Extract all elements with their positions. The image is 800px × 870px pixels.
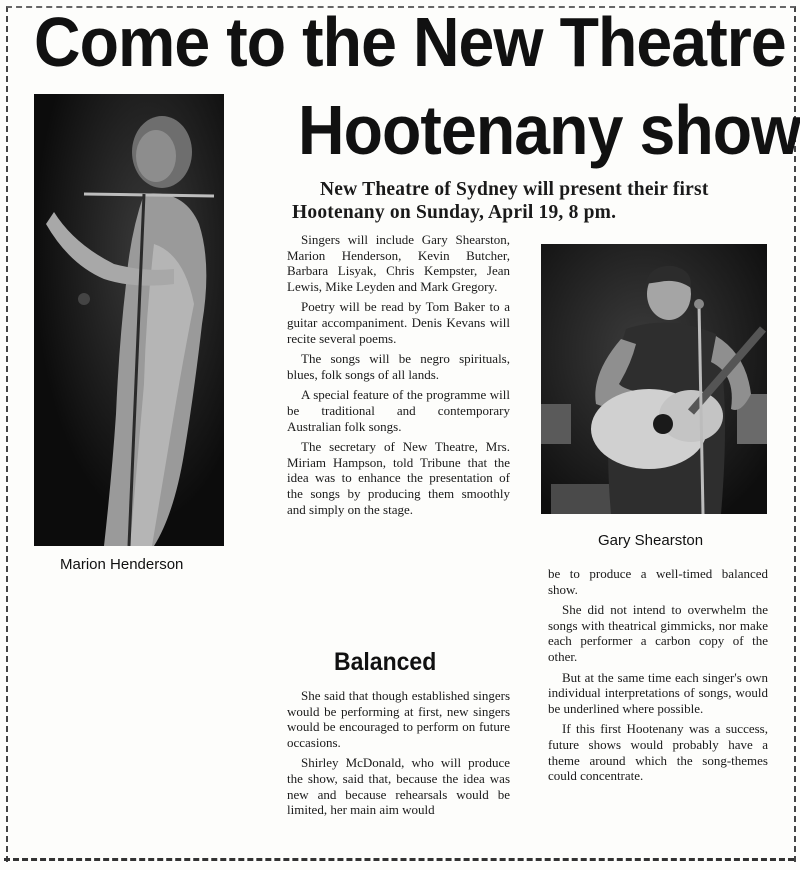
paragraph-shirley-mcdonald: Shirley McDonald, who will produce the show, said that, because the idea was new and because rehearsals would be limited, her main aim would	[287, 755, 510, 818]
subheading-balanced: Balanced	[334, 648, 437, 676]
paragraph-interpretations: But at the same time each singer's own individual interpretations of songs, would be underlined where possible.	[548, 669, 768, 716]
paragraph-singers: Singers will include Gary Shearston, Marion Henderson, Kevin Butcher, Barbara Lisyak, Chris Kempster, Jean Lewis, Mike Leyden and Mark Gregory.	[287, 232, 510, 294]
caption-marion-henderson: Marion Henderson	[60, 556, 184, 573]
paragraph-gimmicks: She did not intend to overwhelm the songs with theatrical gimmicks, nor make each performer a carbon copy of the other.	[548, 602, 768, 664]
paragraph-secretary: The secretary of New Theatre, Mrs. Miriam Hampson, told Tribune that the idea was to enhance the presentation of the songs by producing them smoothly and simply on the stage.	[287, 439, 510, 517]
photo-gary-shearston-illustration	[541, 244, 767, 514]
subheadline-line-1: New Theatre of Sydney will present their first	[320, 179, 709, 200]
headline-line-2: Hootenany show	[298, 91, 800, 169]
photo-gary-shearston	[541, 244, 767, 514]
paragraph-future-shows: If this first Hootenany was a success, future shows would probably have a theme around which the song-themes could concentrate.	[548, 721, 768, 784]
caption-gary-shearston: Gary Shearston	[598, 532, 704, 549]
paragraph-poetry: Poetry will be read by Tom Baker to a guitar accompaniment. Denis Kevans will recite several poems.	[287, 299, 510, 346]
article-column-1	[287, 232, 510, 522]
paragraph-special-feature: A special feature of the programme will be traditional and contemporary Australian folk songs.	[287, 387, 510, 434]
subheadline-line-2: Hootenany on Sunday, April 19, 8 pm.	[292, 202, 617, 223]
photo-marion-henderson-illustration	[34, 94, 224, 546]
headline-line-1: Come to the New Theatre	[34, 3, 786, 81]
paragraph-well-timed: be to produce a well-timed balanced show.	[548, 566, 768, 597]
bottom-border	[4, 858, 794, 861]
article-column-1-continued	[287, 688, 510, 823]
subheadline	[292, 178, 772, 224]
article-column-2	[548, 566, 768, 789]
photo-marion-henderson	[34, 94, 224, 546]
paragraph-established-singers: She said that though established singers would be performing at first, new singers would be encouraged to perform on future occasions.	[287, 688, 510, 750]
paragraph-songs: The songs will be negro spirituals, blues, folk songs of all lands.	[287, 351, 510, 382]
